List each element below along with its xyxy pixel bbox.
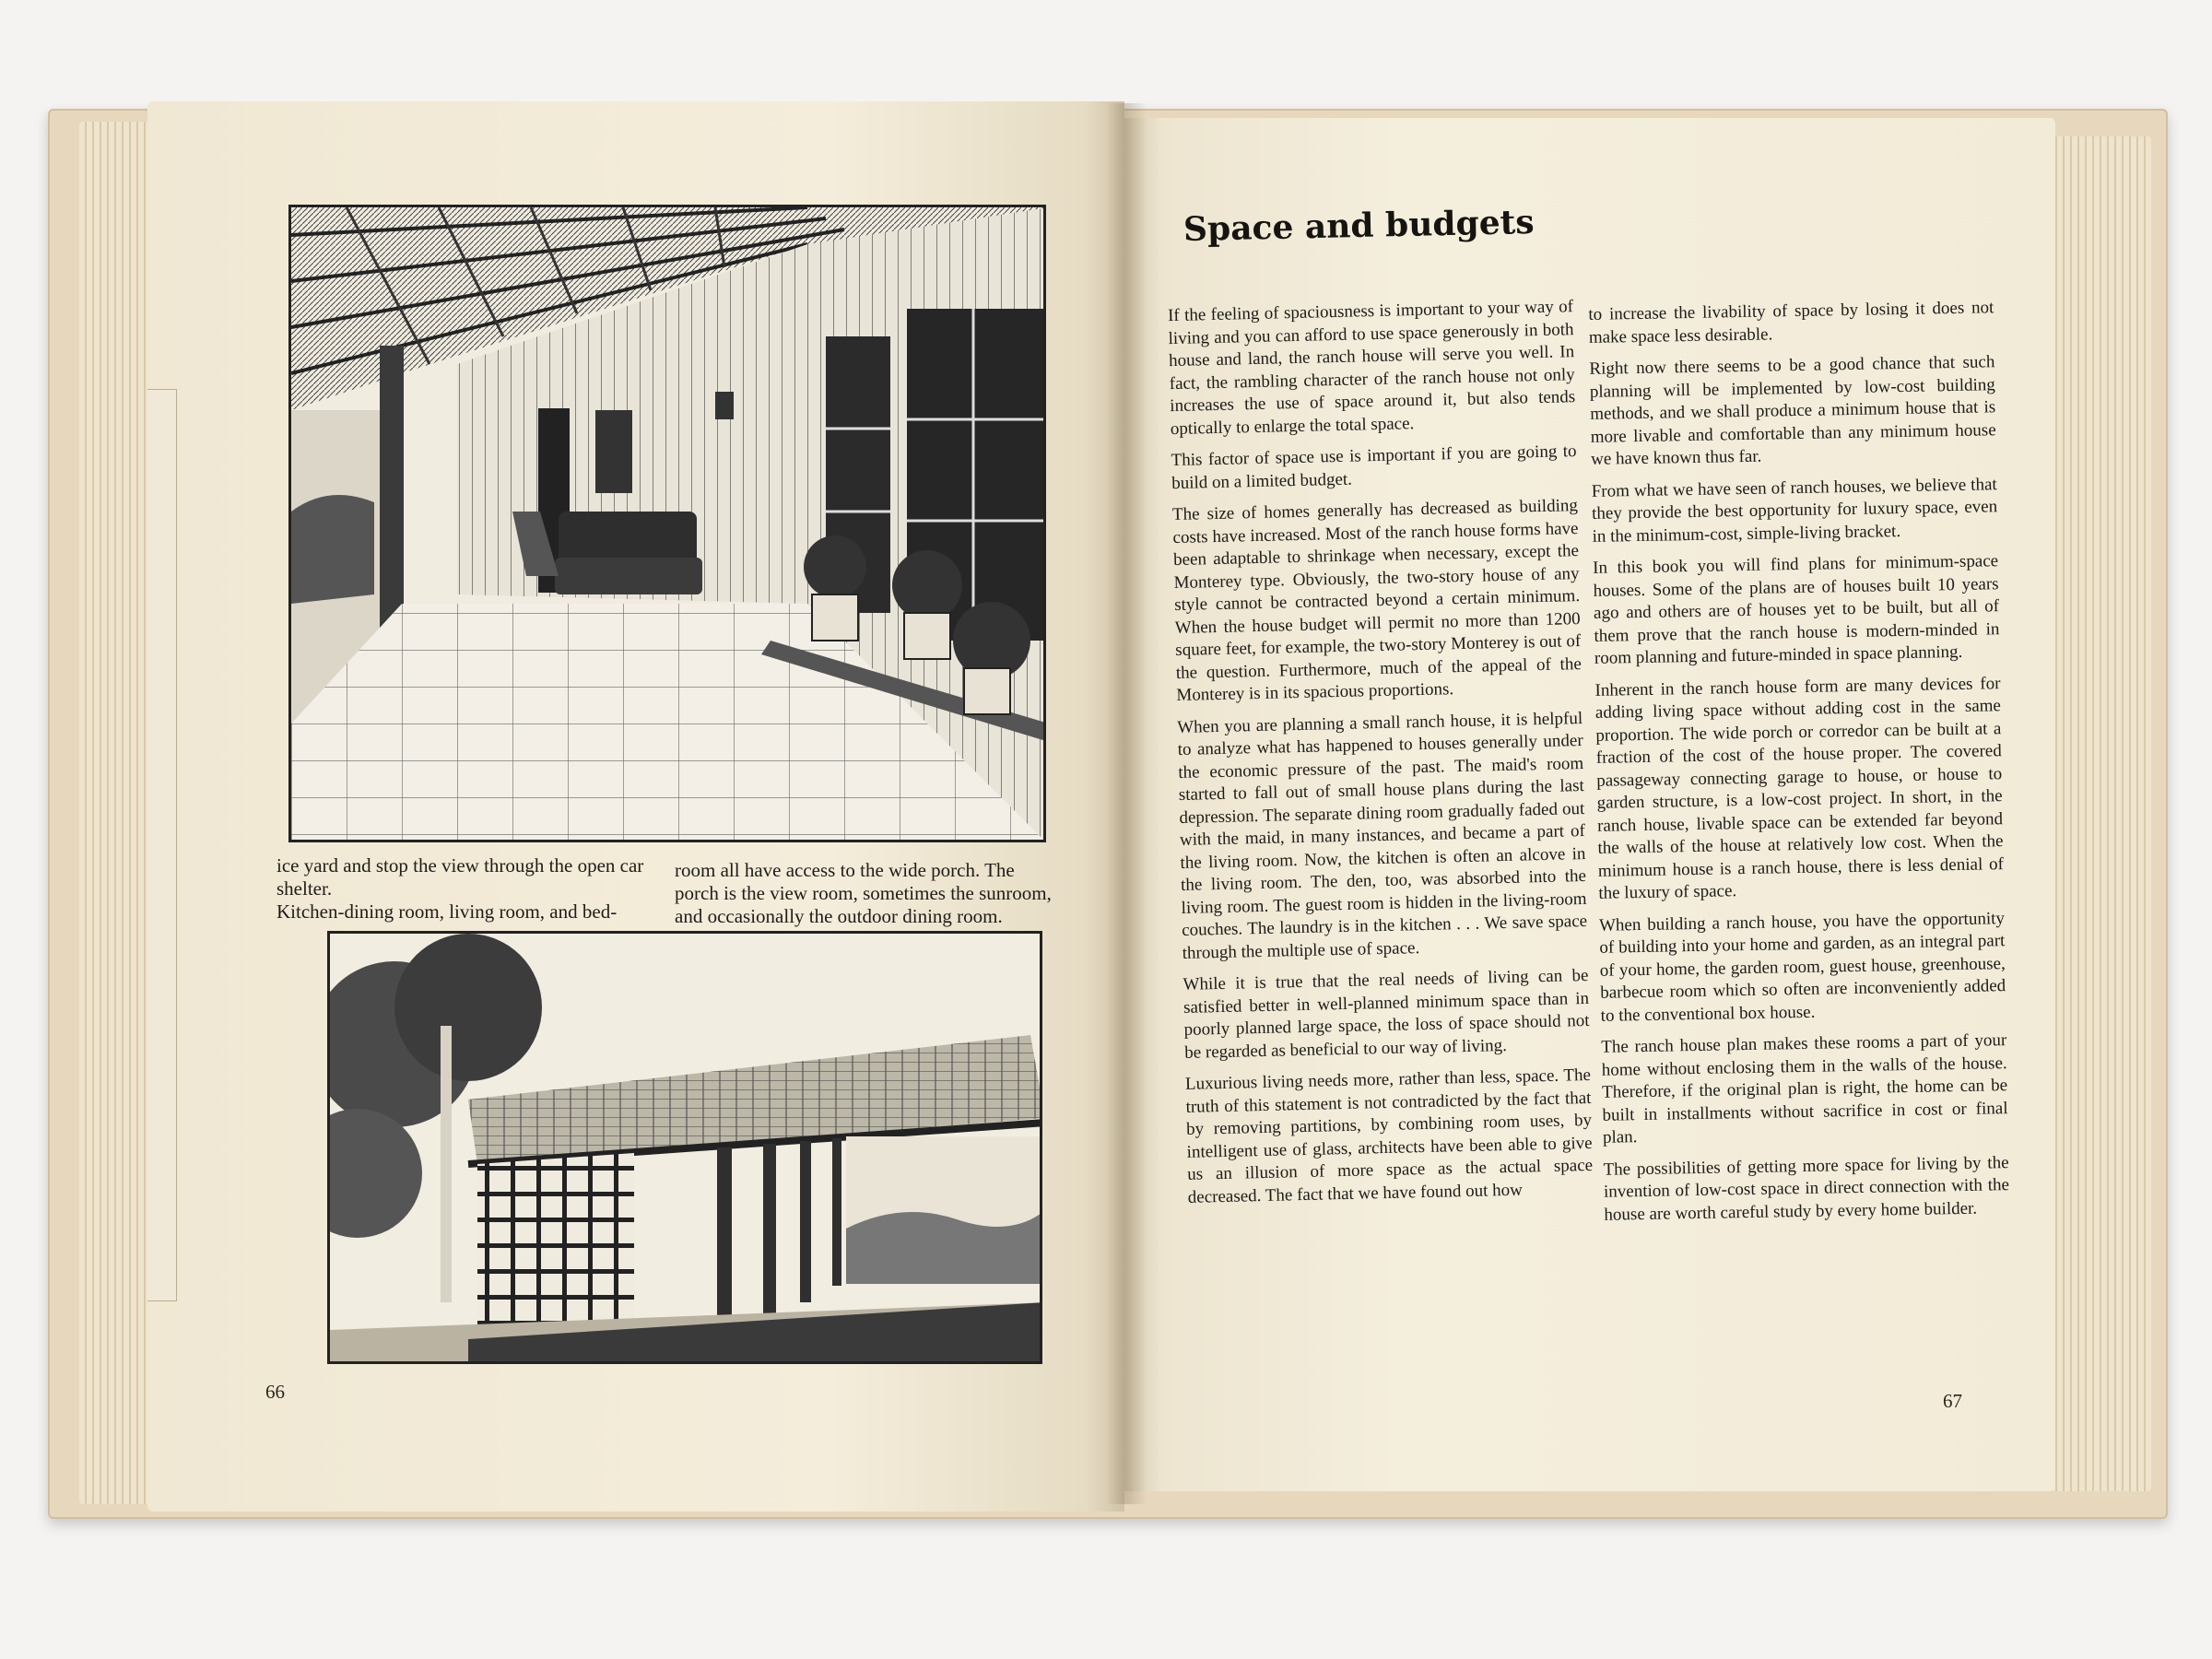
paragraph: When building a ranch house, you have the opportunity of building into your home and garden, as an integral part of your home, the garden room, guest house, greenhouse, barbecue room which so often are inconveniently added to the conventional box house.: [1598, 908, 2006, 1026]
page-stack-right: [2050, 136, 2151, 1491]
paragraph: to increase the livability of space by losing it does not make space less desirable.: [1588, 298, 1994, 347]
text-column-1: [1168, 296, 1594, 1218]
inserted-page-edge: [147, 389, 177, 1301]
caption-column-2: room all have access to the wide porch. The porch is the view room, sometimes the sunroom, and occasionally the outdoor dining room.: [675, 859, 1052, 927]
paragraph: Right now there seems to be a good chance that such planning will be implemented by low-cost building methods, and we shall produce a minimum house that is more livable and comfortable than any minimum house we have known thus far.: [1589, 352, 1996, 469]
page-number-left: 66: [265, 1381, 285, 1403]
paragraph: If the feeling of spaciousness is important to your way of living and you can afford to use space generously in both house and land, the ranch house will serve you well. In fact, the rambling character of the ranch house not only increases the use of space around it, but also tends optically to enlarge the total space.: [1167, 297, 1576, 439]
text-column-2: [1588, 297, 2010, 1236]
carport-illustration: [327, 931, 1042, 1364]
page-number-right: 67: [1943, 1390, 1962, 1412]
book-gutter: [1106, 103, 1147, 1504]
paragraph: From what we have seen of ranch houses, we believe that they provide the best opportunity for luxury space, even in the minimum-cost, simple-living bracket.: [1591, 474, 1998, 547]
paragraph: This factor of space use is important if you are going to build on a limited budget.: [1171, 441, 1577, 493]
left-page: [147, 101, 1124, 1512]
paragraph: When you are planning a small ranch house, it is helpful to analyze what has happened to houses generally under the economic pressure of the past. The maid's room started to fall out of small house plans during the last depression. The separate dining room gradually faded out with the maid, in many instances, and became a part of the living room. Now, the kitchen is often an alcove in the living room. The den, too, was absorbed into the living room. The guest room is hidden in the living-room couches. The laundry is in the kitchen . . . We save space through the multiple use of space.: [1176, 708, 1588, 963]
paragraph: The size of homes generally has decreased as building costs have increased. Most of the ranch house forms have been adaptable to shrinkage when necessary, except the Monterey type. Obviously, the two-story house of any style cannot be contracted beyond a certain minimum. When the house budget will permit no more than 1200 square feet, for example, the two-story Monterey is out of the question. Furthermore, much of the appeal of the Monterey is in its spacious proportions.: [1171, 496, 1582, 706]
paragraph: Luxurious living needs more, rather than less, space. The truth of this statement is not contradicted by the fact that by removing partitions, by combining room uses, by intelligent use of glass, architects have been able to give us an illusion of more space as the actual space decreased. The fact that we have found out how: [1184, 1065, 1594, 1207]
caption-column-1: ice yard and stop the view through the open car shelter. Kitchen-dining room, living room, and bed-: [276, 854, 644, 923]
paragraph: The possibilities of getting more space for living by the invention of low-cost space in direct connection with the house are worth careful study by every home builder.: [1603, 1152, 2010, 1225]
paragraph: Inherent in the ranch house form are many devices for adding living space without adding cost in the same proportion. The wide porch or corredor can be built at a fraction of the cost of the house proper. The covered passageway connecting garage to house, or house to garden structure, is a low-cost project. In short, in the ranch house, livable space can be extended far beyond the walls of the house at relatively low cost. When the minimum house is a ranch house, there is less denial of the luxury of space.: [1594, 673, 2005, 903]
right-page: [1124, 118, 2055, 1491]
paragraph: In this book you will find plans for minimum-space houses. Some of the plans are of houses built 10 years ago and others are of houses yet to be built, but all of them prove that the ranch house is modern-minded in room planning and future-minded in space planning.: [1593, 551, 2000, 668]
paragraph: While it is true that the real needs of living can be satisfied better in well-planned minimum space than in poorly planned large space, the loss of space should not be regarded as beneficial to our way of living.: [1182, 965, 1590, 1063]
porch-illustration: [288, 205, 1046, 842]
section-heading: Space and budgets: [1182, 203, 1535, 249]
paragraph: The ranch house plan makes these rooms a part of your home without enclosing them in the walls of the house. Therefore, if the original plan is right, the home can be built in installments without sacrifice in cost or final plan.: [1601, 1030, 2008, 1147]
